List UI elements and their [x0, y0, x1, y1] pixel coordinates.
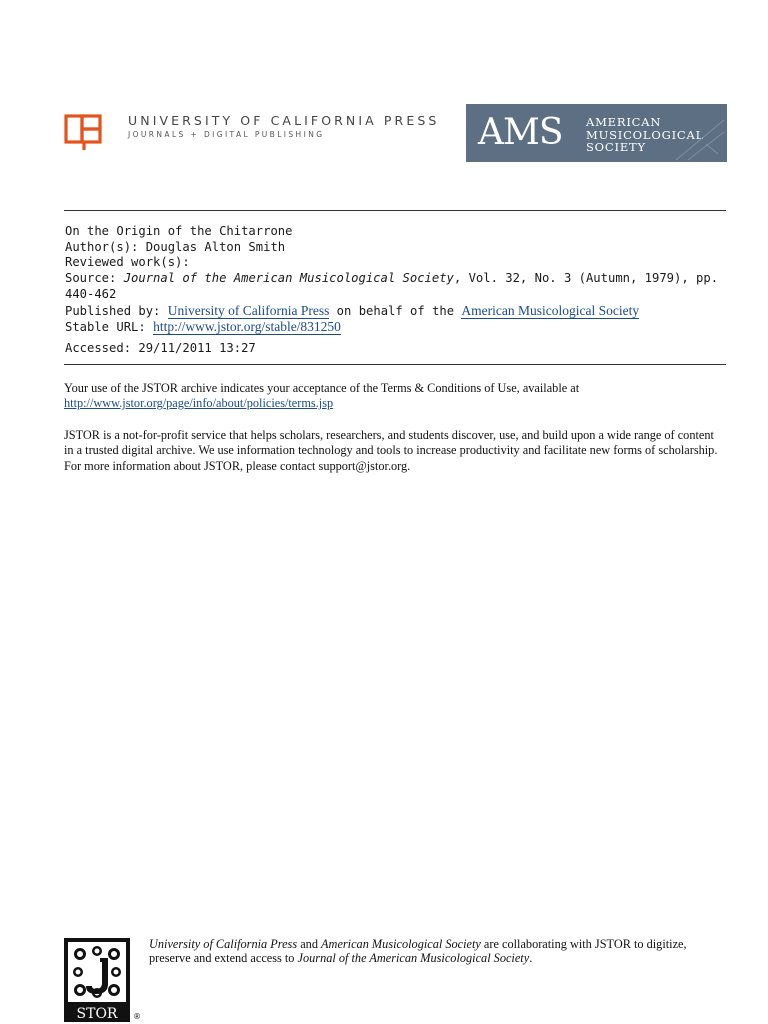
publisher-subtitle: JOURNALS + DIGITAL PUBLISHING: [128, 130, 325, 139]
ams-line-1: AMERICAN: [586, 115, 662, 129]
source-journal: Journal of the American Musicological Society: [123, 271, 454, 286]
ams-decoration-icon: [666, 114, 726, 162]
ucp-logo-icon: [64, 112, 104, 152]
source-pages: 440-462: [65, 286, 117, 301]
terms-notice: [64, 381, 726, 412]
article-authors: Author(s): Douglas Alton Smith: [65, 239, 286, 254]
footer-collaboration: [149, 938, 729, 965]
terms-link[interactable]: http://www.jstor.org/page/info/about/policies/terms.jsp: [64, 396, 334, 411]
source-line: [65, 271, 727, 287]
ams-abbrev: AMS: [478, 112, 563, 153]
jstor-logo-text: STOR: [76, 1006, 118, 1022]
footer-publisher: University of California Press: [149, 937, 298, 951]
ams-line-3: SOCIETY: [586, 140, 646, 154]
publisher-name: UNIVERSITY OF CALIFORNIA PRESS: [128, 113, 440, 128]
stable-url-label: Stable URL:: [65, 320, 154, 335]
published-label: Published by:: [65, 303, 168, 318]
reviewed-works: Reviewed work(s):: [65, 255, 190, 270]
published-line: [65, 303, 727, 320]
source-label: Source:: [65, 271, 124, 286]
stable-url-link[interactable]: http://www.jstor.org/stable/831250: [153, 319, 341, 335]
about-jstor: JSTOR is a not-for-profit service that helps scholars, researchers, and students discover, use, and build upon a wide range of content in a trusted digital archive. We use information technology and tools to increase productivity and facilitate new forms of scholarship. For more information about JSTOR, please contact support@jstor.org.: [64, 428, 718, 473]
source-details: , Vol. 32, No. 3 (Autumn, 1979), pp.: [453, 271, 719, 286]
published-mid: on behalf of the: [329, 303, 462, 318]
article-metadata: [65, 224, 727, 357]
top-divider: [64, 210, 726, 211]
middle-divider: [64, 364, 726, 365]
publisher-link[interactable]: University of California Press: [167, 302, 330, 318]
registered-mark: ®: [133, 1012, 141, 1021]
accessed-date: Accessed: 29/11/2011 13:27: [65, 340, 256, 355]
stable-url-line: [65, 319, 727, 336]
footer-mid: are collaborating with JSTOR to digitize, preserve and extend access to: [149, 937, 687, 965]
ams-logo: [466, 104, 727, 162]
article-title: On the Origin of the Chitarrone: [65, 224, 293, 238]
ams-line-2: MUSICOLOGICAL: [586, 127, 705, 142]
footer-and: and: [297, 937, 322, 951]
society-link[interactable]: American Musicological Society: [461, 302, 640, 318]
jstor-logo-icon: [64, 938, 132, 1022]
footer-end: .: [529, 950, 533, 965]
terms-text: Your use of the JSTOR archive indicates your acceptance of the Terms & Conditions of Use, available at: [64, 381, 580, 395]
footer-journal: Journal of the American Musicological Society: [297, 950, 530, 965]
footer-society: American Musicological Society: [321, 937, 481, 951]
